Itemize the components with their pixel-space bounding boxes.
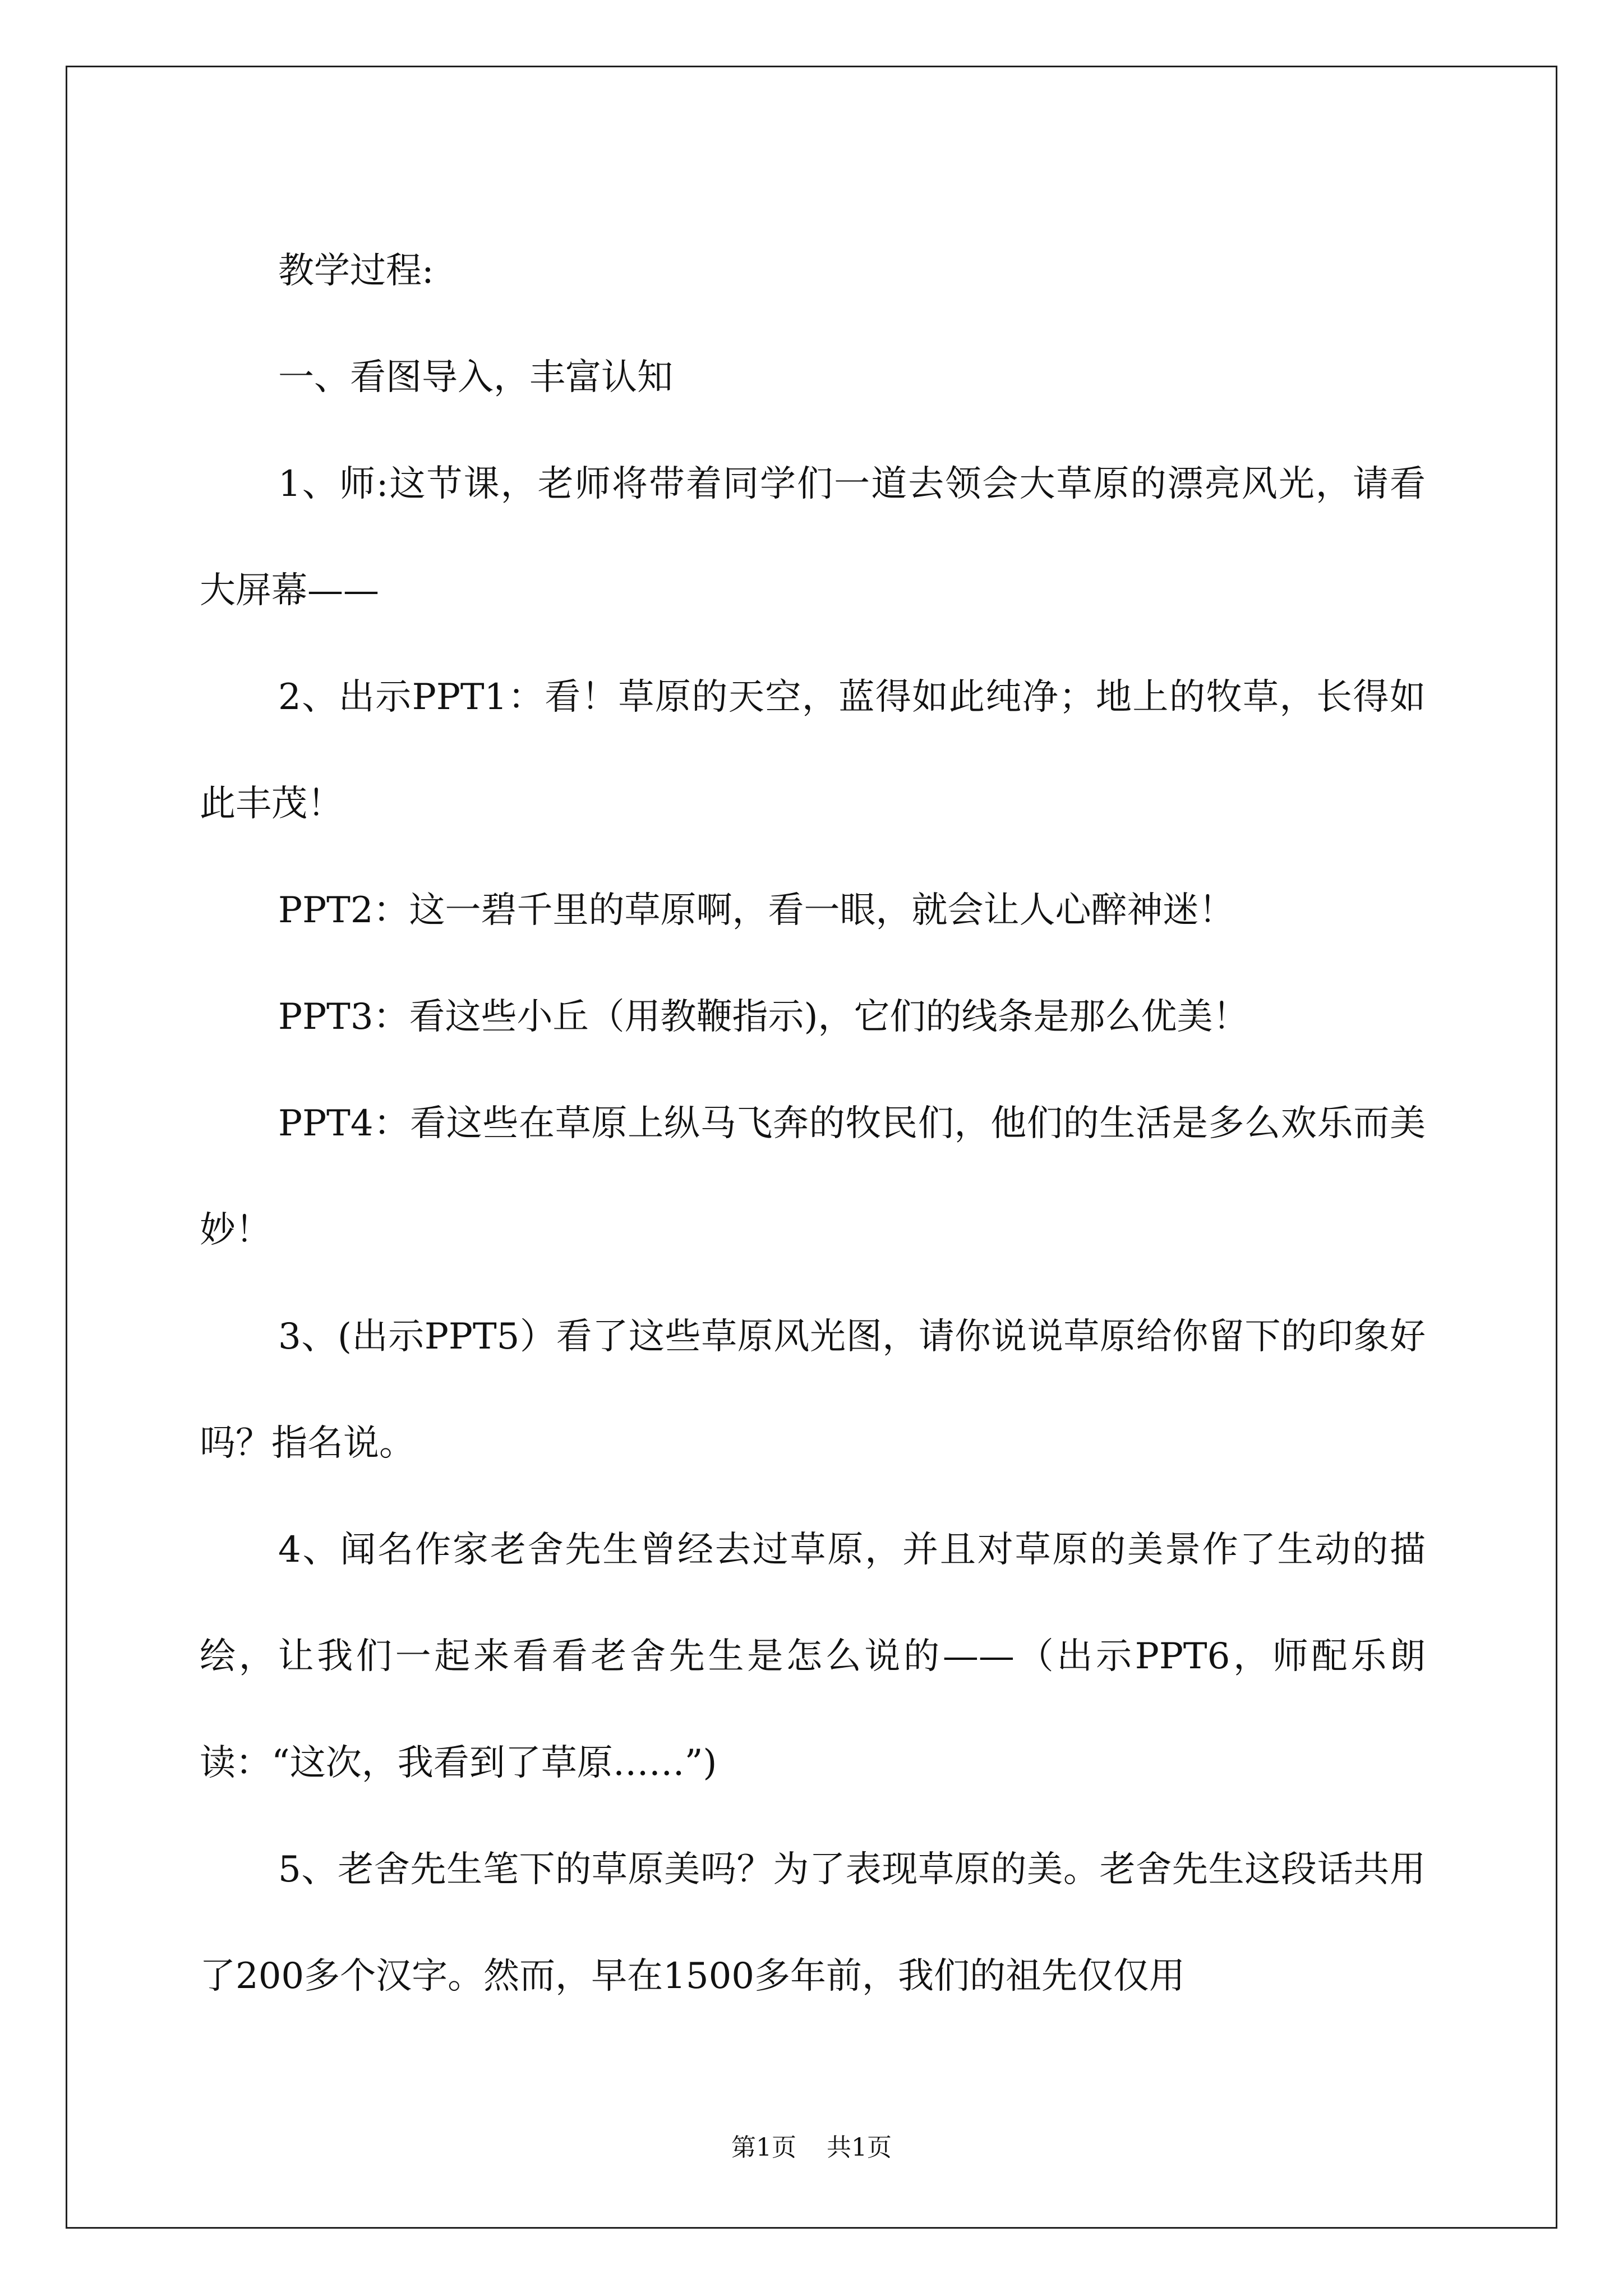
step-3-paragraph: 3、(出示PPT5）看了这些草原风光图，请你说说草原给你留下的印象好吗？指名说。 (200, 1316, 1426, 1464)
document-body (200, 218, 1426, 2030)
step-5-paragraph: 5、老舍先生笔下的草原美吗？为了表现草原的美。老舍先生这段话共用了200多个汉字。然而，早在1500多年前，我们的祖先仅仅用 (200, 1849, 1426, 1997)
step-4-paragraph: 4、闻名作家老舍先生曾经去过草原，并且对草原的美景作了生动的描绘，让我们一起来看看老舍先生是怎么说的——（出示PPT6，师配乐朗读：“这次，我看到了草原……”) (200, 1529, 1426, 1784)
section-1-title: 一、看图导入，丰富认知 (278, 357, 673, 398)
ppt2-paragraph: PPT2：这一碧千里的草原啊，看一眼，就会让人心醉神迷！ (278, 890, 1235, 931)
heading-process: 教学过程: (278, 250, 434, 292)
page-number-current: 第1页 (731, 2133, 796, 2162)
ppt3-paragraph: PPT3：看这些小丘（用教鞭指示)，它们的线条是那么优美！ (278, 996, 1249, 1038)
page-footer (0, 2127, 1623, 2163)
page-number-total: 共1页 (827, 2133, 892, 2162)
ppt4-paragraph: PPT4：看这些在草原上纵马飞奔的牧民们，他们的生活是多么欢乐而美妙！ (200, 1103, 1426, 1251)
step-2-paragraph: 2、出示PPT1：看！草原的天空，蓝得如此纯净；地上的牧草，长得如此丰茂！ (200, 677, 1426, 825)
step-1-paragraph: 1、师:这节课，老师将带着同学们一道去领会大草原的漂亮风光，请看大屏幕—— (200, 463, 1426, 611)
